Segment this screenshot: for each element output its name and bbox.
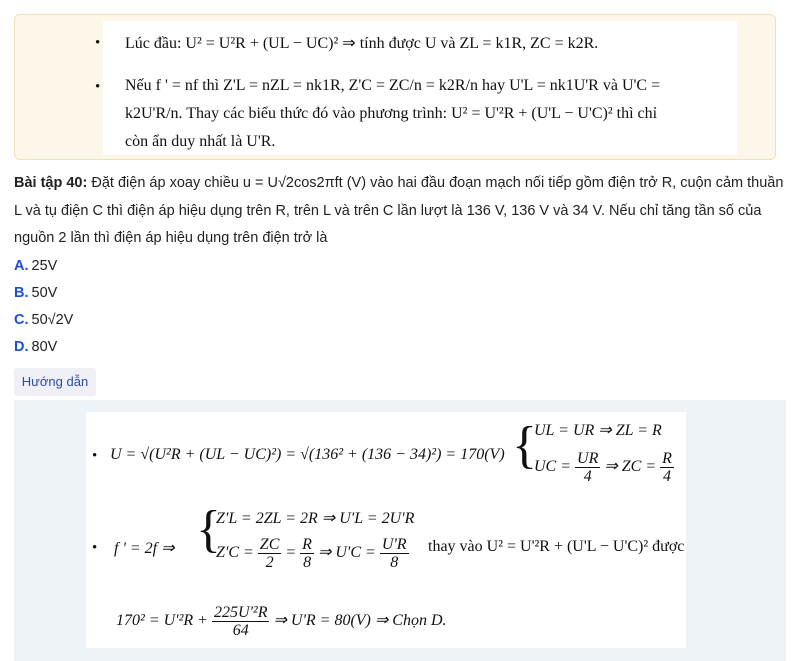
- option-b[interactable]: [14, 285, 57, 301]
- option-text: 25V: [31, 258, 58, 274]
- option-text: 50V: [31, 285, 58, 301]
- note-content: [95, 21, 737, 155]
- option-letter: B.: [14, 285, 29, 301]
- solution-line-1: U = √(U²R + (UL − UC)²) = √(136² + (136 − 34)²) = 170(V): [110, 446, 505, 463]
- note-line-4: còn ẩn duy nhất là U'R.: [125, 133, 276, 150]
- bullet-icon: •: [95, 35, 101, 51]
- problem-label: Bài tập 40:: [14, 175, 88, 191]
- brace-icon: {: [512, 417, 537, 474]
- option-letter: D.: [14, 339, 29, 355]
- option-a[interactable]: [14, 258, 57, 274]
- option-text: 50√2V: [31, 312, 74, 328]
- bullet-icon: •: [92, 540, 98, 556]
- solution-line-2-prefix: f ' = 2f ⇒: [114, 540, 175, 557]
- solution-content: [86, 412, 686, 648]
- solution-box: [14, 400, 786, 661]
- note-box: [14, 14, 776, 160]
- bullet-icon: •: [95, 79, 101, 95]
- note-line-1: Lúc đầu: U² = U²R + (UL − UC)² ⇒ tính được U và ZL = k1R, ZC = k2R.: [125, 35, 599, 52]
- brace-icon: {: [196, 501, 221, 558]
- option-text: 80V: [31, 339, 58, 355]
- problem-statement: [14, 170, 786, 253]
- bullet-icon: •: [92, 448, 98, 464]
- option-letter: A.: [14, 258, 29, 274]
- option-letter: C.: [14, 312, 29, 328]
- solution-line-3: 170² = U'²R + $\frac{\text{225U'²R}}{64}$ ⇒ U'R = 80(V) ⇒ Chọn D.: [116, 604, 447, 639]
- solution-case-1: UL = UR ⇒ ZL = R: [534, 422, 662, 439]
- solution-line-2-case-1: Z'L = 2ZL = 2R ⇒ U'L = 2U'R: [216, 510, 415, 527]
- option-d[interactable]: [14, 339, 57, 355]
- solution-line-2-tail: thay vào U² = U'²R + (U'L − U'C)² được: [428, 538, 685, 555]
- guide-button[interactable]: Hướng dẫn: [14, 368, 96, 396]
- problem-text: Đặt điện áp xoay chiều u = U√2cos2πft (V) vào hai đầu đoạn mạch nối tiếp gồm điện trở R, cuộn cảm thuần L và tụ điện C thì điện áp hiệu dụng trên R, trên L và trên C lần lượt là 136 V, 136 V và 34 V. Nếu chỉ tăng tần số của nguồn 2 lần thì điện áp hiệu dụng trên điện trở là: [14, 175, 784, 246]
- solution-case-2: UC = $\frac{UR}{4}$ ⇒ ZC = $\frac{R}{4}$: [534, 450, 672, 485]
- solution-line-2-case-2: Z'C = $\frac{ZC}{2}$ = $\frac{R}{8}$ ⇒ U'C = $\frac{U'R}{8}$: [216, 536, 407, 571]
- note-line-2: Nếu f ' = nf thì Z'L = nZL = nk1R, Z'C = ZC/n = k2R/n hay U'L = nk1U'R và U'C =: [125, 77, 661, 94]
- option-c[interactable]: [14, 312, 73, 328]
- note-line-3: k2U'R/n. Thay các biểu thức đó vào phương trình: U² = U'²R + (U'L − U'C)² thì chỉ: [125, 105, 658, 122]
